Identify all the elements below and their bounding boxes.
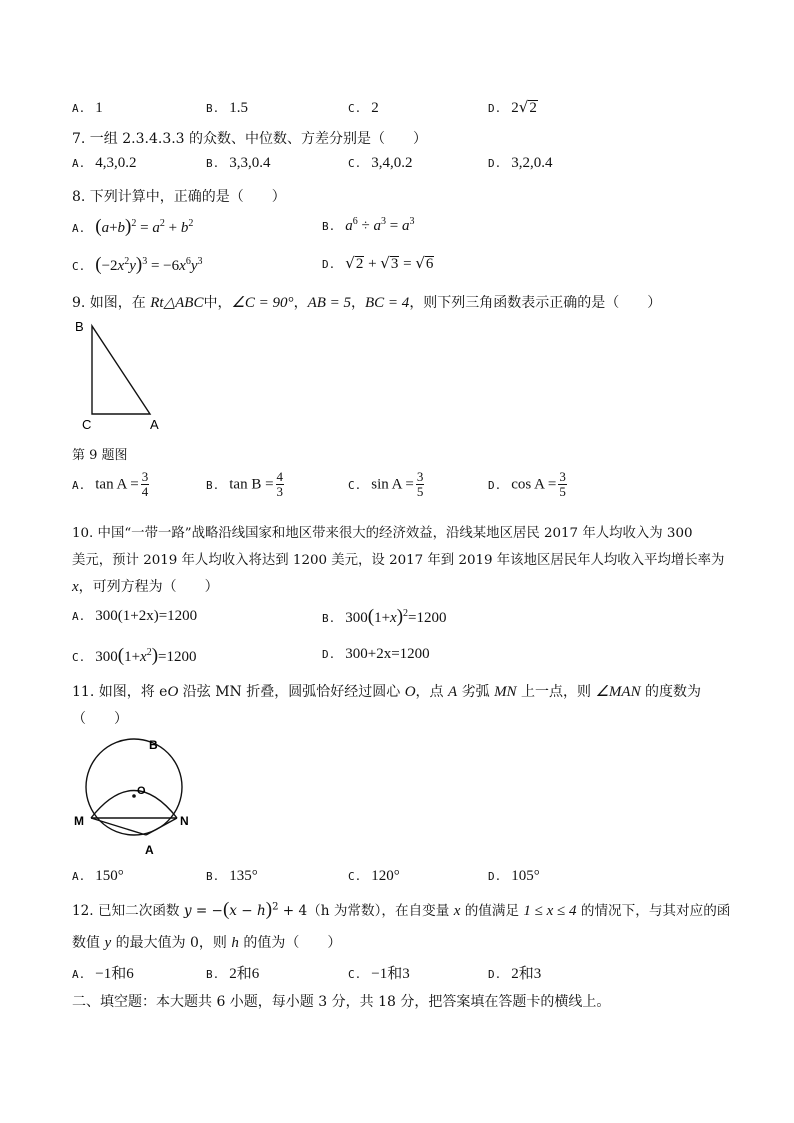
section2-heading: 二、填空题：本大题共 6 小题，每小题 3 分，共 18 分，把答案填在答题卡的横线上。 <box>72 994 611 1010</box>
option-label: A. <box>72 478 86 492</box>
math-y: y <box>104 935 112 951</box>
q8-option-c <box>72 254 202 276</box>
formula-c: $300(1+x^2)=1200$ <box>95 645 197 666</box>
stem-text: 11. 如图，将 e <box>72 684 168 700</box>
q8-option-b <box>322 216 414 235</box>
option-label: B. <box>206 102 220 115</box>
stem-text: （h 为常数），在自变量 <box>307 903 454 919</box>
formula-b: $a^6 \div a^3 = a^3$ <box>345 216 415 234</box>
option-label: D. <box>488 478 502 492</box>
stem-text: 的度数为 <box>640 684 702 700</box>
q8-option-a <box>72 216 193 238</box>
denominator: 5 <box>559 484 566 499</box>
option-func: cos A = <box>511 476 557 493</box>
stem-text: ，则下列三角函数表示正确的是（ ） <box>409 295 662 311</box>
label-m: M <box>74 814 84 828</box>
option-value: 3,4,0.2 <box>371 155 413 171</box>
option-label: A. <box>72 968 86 981</box>
option-value: −1和3 <box>371 966 410 982</box>
q9-triangle-figure <box>70 316 170 436</box>
math-triangle: △ABC <box>163 295 204 311</box>
stem-text: 数值 <box>72 935 105 951</box>
numerator: 4 <box>276 469 284 484</box>
q10-option-c <box>72 645 197 667</box>
option-value: 2和3 <box>511 966 542 982</box>
q10-stem-line2: 美元，预计 2019 年人均收入将达到 1200 美元，设 2017 年到 2019 年该地区居民年人均收入平均增长率为 <box>72 553 725 568</box>
q12-function: $y = -(x - h)^2 + 4$ <box>183 899 308 920</box>
formula-a: $(a+b)^2 = a^2 + b^2$ <box>95 216 194 237</box>
stem-text: 的情况下，与其对应的函 <box>576 903 731 919</box>
q11-option-c <box>348 868 400 885</box>
option-label: B. <box>206 478 220 492</box>
q6-option-a <box>72 100 103 117</box>
formula-b: $300(1+x)^2=1200$ <box>345 606 447 627</box>
q10-option-a <box>72 608 197 625</box>
radicand: 2 <box>529 100 537 116</box>
option-value: 1 <box>95 100 103 116</box>
q12-option-d <box>488 962 541 983</box>
q10-stem-line1: 10. 中国“一带一路”战略沿线国家和地区带来很大的经济效益，沿线某地区居民 2017 年人均收入为 300 <box>72 526 693 541</box>
numerator: 3 <box>559 469 566 484</box>
option-label: B. <box>206 870 220 883</box>
q11-option-a <box>72 868 124 885</box>
q10-stem-line3 <box>72 576 219 596</box>
option-label: D. <box>488 102 502 115</box>
math-h: h <box>231 935 239 951</box>
option-label: B. <box>322 612 336 625</box>
option-value: 150° <box>95 868 124 884</box>
option-value: 135° <box>229 868 258 884</box>
option-value: 2 <box>371 100 379 116</box>
stem-text: 劣弧 <box>457 684 495 700</box>
math-angle: ∠C = 90° <box>231 295 294 311</box>
label-c: C <box>82 417 92 432</box>
option-func: tan B = <box>229 476 274 493</box>
math-bc: BC = 4 <box>365 295 410 311</box>
option-value: −1和6 <box>95 966 134 982</box>
label-b: B <box>149 738 158 752</box>
option-func: tan A = <box>95 476 139 493</box>
q10-option-b <box>322 606 447 628</box>
q6-option-d <box>488 98 538 117</box>
math-ab: AB = 5 <box>307 295 352 311</box>
option-label: D. <box>488 870 502 883</box>
option-label: B. <box>206 157 220 170</box>
label-n: N <box>180 814 189 828</box>
q9-option-c <box>348 470 426 499</box>
stem-text: ， <box>351 295 366 311</box>
option-value: 3,2,0.4 <box>511 155 553 171</box>
option-label: B. <box>322 220 336 233</box>
q6-option-b <box>206 100 248 117</box>
q8-option-d <box>322 254 434 273</box>
option-func: sin A = <box>371 476 414 493</box>
math-rt: Rt <box>150 295 164 311</box>
option-label: C. <box>348 870 362 883</box>
q11-paren: （ ） <box>72 711 128 727</box>
math-angle: ∠MAN <box>595 684 641 700</box>
label-a: A <box>145 843 154 857</box>
option-value: 4,3,0.2 <box>95 155 137 171</box>
q12-stem-line1 <box>72 899 730 921</box>
option-value: 3,3,0.4 <box>229 155 271 171</box>
stem-text: ，可列方程为（ ） <box>78 579 219 595</box>
denominator: 5 <box>416 484 424 499</box>
q11-stem <box>72 681 701 701</box>
fraction <box>558 470 567 499</box>
option-label: D. <box>488 968 502 981</box>
math-mn: MN <box>494 684 517 700</box>
center-dot <box>132 794 136 798</box>
option-label: B. <box>206 968 220 981</box>
denominator: 4 <box>141 484 149 499</box>
math-o: O <box>167 684 179 700</box>
option-label: A. <box>72 157 86 170</box>
label-a: A <box>150 417 159 432</box>
q11-circle-figure <box>70 735 200 860</box>
q7-option-a <box>72 155 137 172</box>
label-o: O <box>137 785 146 797</box>
option-label: D. <box>322 258 336 271</box>
denominator: 3 <box>276 484 284 499</box>
stem-text: 沿弦 MN 折叠，圆弧恰好经过圆心 <box>178 684 405 700</box>
option-label: C. <box>348 157 362 170</box>
q8-stem: 8. 下列计算中，正确的是（ ） <box>72 189 286 205</box>
option-label: A. <box>72 222 86 235</box>
fraction <box>416 470 425 499</box>
q7-stem: 7. 一组 2.3.4.3.3 的众数、中位数、方差分别是（ ） <box>72 131 428 147</box>
option-label: D. <box>488 157 502 170</box>
q9-option-b <box>206 470 286 499</box>
option-label: A. <box>72 870 86 883</box>
math-x: x <box>72 579 79 595</box>
math-o: O <box>404 684 416 700</box>
option-value: 2 <box>511 100 519 116</box>
option-value: 105° <box>511 868 540 884</box>
stem-text: 上一点，则 <box>516 684 596 700</box>
fraction <box>276 470 285 499</box>
q9-figure-caption: 第 9 题图 <box>72 448 128 463</box>
math-a: A <box>447 684 458 700</box>
segment-na <box>146 818 177 835</box>
q9-option-a <box>72 470 151 499</box>
math-x: x <box>453 903 461 919</box>
option-label: C. <box>348 102 362 115</box>
q12-stem-line2 <box>72 932 341 952</box>
label-b: B <box>75 319 84 334</box>
q12-option-b <box>206 962 259 983</box>
q12-option-a <box>72 962 134 983</box>
option-value: 2和6 <box>229 966 260 982</box>
option-label: C. <box>348 968 362 981</box>
q9-option-d <box>488 470 569 499</box>
option-label: D. <box>322 648 336 661</box>
stem-text: 的值满足 <box>460 903 524 919</box>
option-value: 300(1+2x)=1200 <box>95 608 198 624</box>
stem-text: ，点 <box>415 684 448 700</box>
q10-option-d <box>322 646 430 663</box>
option-label: C. <box>72 651 86 664</box>
q7-option-d <box>488 155 553 172</box>
fraction <box>141 470 150 499</box>
math-range: 1 ≤ x ≤ 4 <box>523 903 577 919</box>
stem-text: 中， <box>203 295 232 311</box>
stem-text: ， <box>293 295 308 311</box>
formula-d: √2 + √3 = √6 <box>345 254 434 272</box>
q7-option-c <box>348 155 413 172</box>
option-value: 120° <box>371 868 400 884</box>
numerator: 3 <box>141 469 149 484</box>
stem-text: 的值为（ ） <box>238 935 342 951</box>
q9-stem <box>72 292 661 312</box>
stem-text: 的最大值为 0，则 <box>111 935 232 951</box>
stem-text: 12. 已知二次函数 <box>72 903 184 919</box>
q7-option-b <box>206 155 271 172</box>
sqrt-sign: √ <box>518 98 529 116</box>
q11-option-b <box>206 868 258 885</box>
option-label: A. <box>72 102 86 115</box>
q12-option-c <box>348 962 410 983</box>
q11-option-d <box>488 868 540 885</box>
triangle-shape <box>92 326 150 414</box>
option-label: C. <box>348 478 362 492</box>
formula-c: $(-2x^2y)^3 = -6x^6y^3$ <box>95 254 203 275</box>
stem-text: 9. 如图，在 <box>72 295 146 311</box>
option-label: C. <box>72 260 86 273</box>
option-value: 1.5 <box>229 100 248 116</box>
q6-option-c <box>348 100 379 117</box>
numerator: 3 <box>416 469 424 484</box>
option-label: A. <box>72 610 86 623</box>
option-value: 300+2x=1200 <box>345 646 430 662</box>
